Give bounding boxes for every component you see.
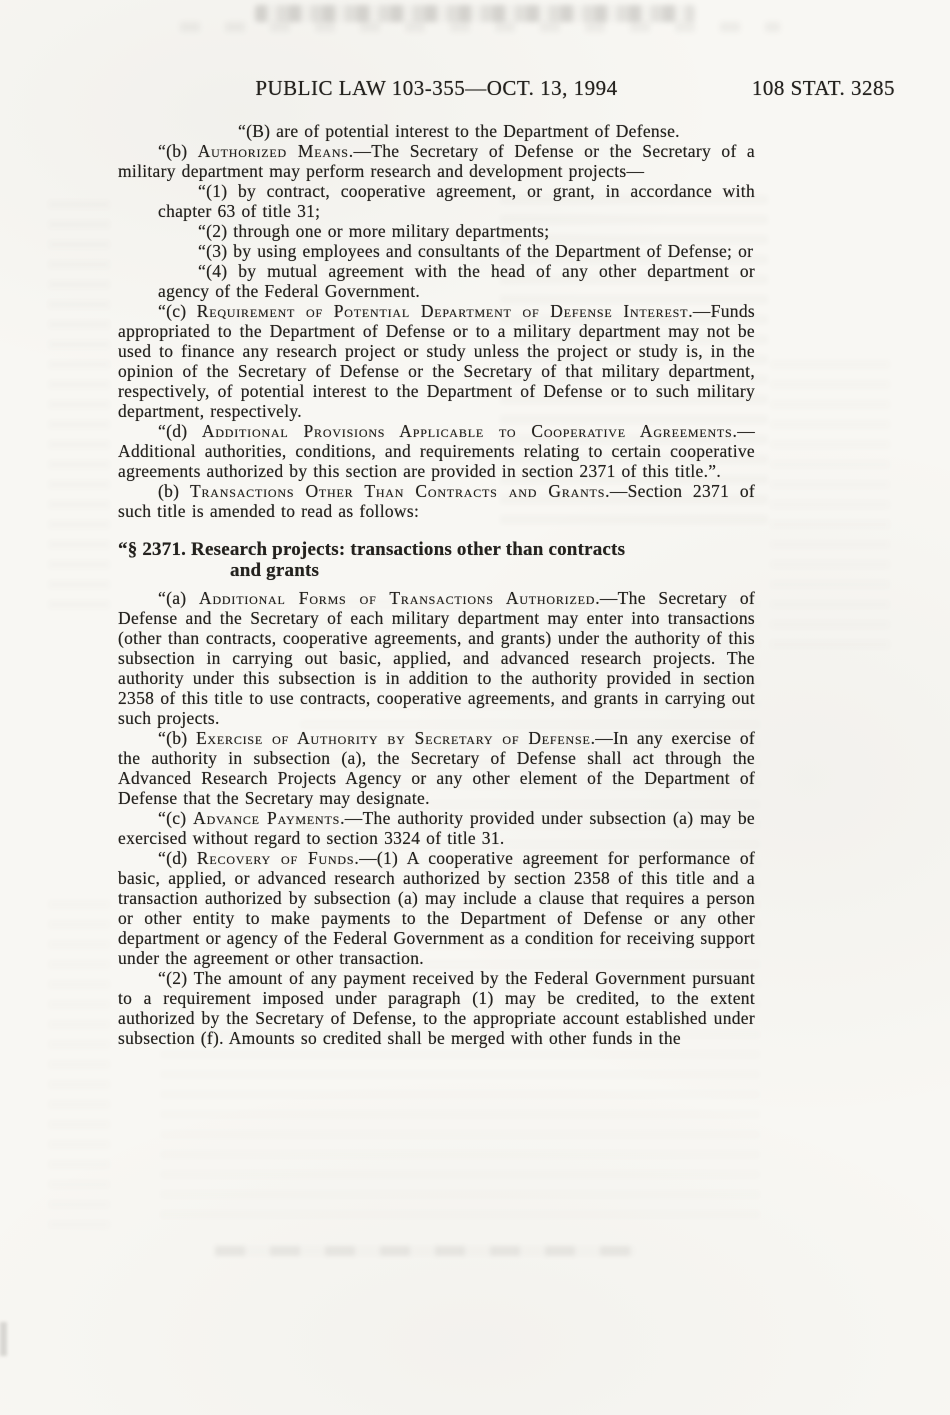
paragraph — [118, 968, 755, 1048]
paragraph — [118, 301, 755, 421]
paragraph — [118, 141, 755, 181]
paragraph — [118, 728, 755, 808]
text-run: “(d) — [158, 421, 202, 441]
text-run: “(1) by contract, cooperative agreement, or grant, in accordance with chapter 63 of title 31; — [158, 181, 755, 221]
paragraph — [118, 808, 755, 848]
text-run: “(B) are of potential interest to the Department of Defense. — [238, 121, 680, 141]
text-run: .—Additional authorities, conditions, and requirements relating to certain cooperative agreements authorized by this section are provided in section 2371 of this title.”. — [118, 421, 756, 481]
text-run: .—(1) A cooperative agreement for performance of basic, applied, or advanced research authorized by section 2358 of this title and a transaction authorized by subsection (a) may include a clause that requires a person or other entity to make payments to the Department of Defense or any other department or agency of the Federal Government as a condition for receiving support under the agreement or other transaction. — [118, 848, 756, 968]
text-run: “(a) — [158, 588, 200, 608]
page-header — [118, 76, 895, 106]
text-run: .—In any exercise of the authority in subsection (a), the Secretary of Defense shall act through the Advanced Research Projects Agency or any other element of the Department of Defense that the Secretary may designate. — [118, 728, 755, 808]
paragraph — [198, 121, 755, 141]
text-run: “(4) by mutual agreement with the head of any other department or agency of the Federal Government. — [158, 261, 755, 301]
small-caps-run: Additional Forms of Transactions Authorized — [199, 588, 596, 608]
bleed-through-ghost — [48, 200, 110, 620]
text-run: .—Funds appropriated to the Department of Defense or to a military department may not be used to finance any research project or study unless the project or study is, in the opinion of the Secretary of Defense or the Secretary of that military department, respectively, of potential interest to the Department of Defense or to such military department, respectively. — [118, 301, 755, 421]
text-run: “(c) — [158, 808, 194, 828]
bleed-through-ghost — [770, 360, 890, 660]
scan-smudge-bottom — [215, 1246, 635, 1256]
text-run: “(b) — [158, 728, 196, 748]
text-run: .—Section 2371 of such title is amended to read as follows: — [118, 481, 755, 521]
small-caps-run: Additional Provisions Applicable to Cooperative Agreements — [201, 421, 733, 441]
paragraph — [158, 261, 755, 301]
small-caps-run: Exercise of Authority by Secretary of Defense — [195, 728, 591, 748]
small-caps-run: Authorized Means — [197, 141, 349, 161]
text-run: .—The Secretary of Defense and the Secretary of each military department may enter into transactions (other than contracts, cooperative agreements, and grants) under the authority of this subsection in carrying out basic, applied, and advanced research projects. The authority under this subsection is in addition to the authority provided in section 2358 of this title to use contracts, cooperative agreements, and grants in carrying out such projects. — [118, 588, 756, 728]
paragraph — [158, 181, 755, 221]
bleed-through-ghost — [160, 1030, 760, 1230]
scan-edge-mark — [0, 1322, 7, 1356]
small-caps-run: Requirement of Potential Department of Defense Interest — [196, 301, 689, 321]
paragraph — [118, 848, 755, 968]
paragraph — [118, 421, 755, 481]
text-run: “(b) — [158, 141, 198, 161]
text-run: “(c) — [158, 301, 197, 321]
text-run: (b) — [158, 481, 190, 501]
section-heading-line: and grants — [230, 560, 320, 581]
paragraph — [118, 588, 755, 728]
text-run: .—The authority provided under subsection (a) may be exercised without regard to section 3324 of title 31. — [118, 808, 755, 848]
text-run: “(d) — [158, 848, 197, 868]
small-caps-run: Advance Payments — [193, 808, 341, 828]
bleed-through-ghost — [48, 900, 110, 1230]
header-stat-number: 108 STAT. 3285 — [751, 76, 895, 100]
text-run: .—The Secretary of Defense or the Secretary of a military department may perform research and development projects— — [118, 141, 755, 181]
small-caps-run: Recovery of Funds — [196, 848, 355, 868]
scan-smudge-top-secondary — [180, 22, 780, 32]
paragraph — [158, 241, 755, 261]
text-run: “(3) by using employees and consultants of the Department of Defense; or — [198, 241, 754, 261]
section-heading — [118, 539, 755, 581]
header-law-title: PUBLIC LAW 103-355—OCT. 13, 1994 — [255, 76, 618, 100]
paragraph — [158, 221, 755, 241]
paragraph — [118, 481, 755, 521]
body-text — [118, 121, 755, 1048]
scan-smudge-top — [255, 5, 695, 22]
text-run: “(2) through one or more military departments; — [198, 221, 550, 241]
text-run: “(2) The amount of any payment received by the Federal Government pursuant to a requirement imposed under paragraph (1) may be credited, to the extent authorized by the Secretary of Defense, to the appropriate account established under subsection (f). Amounts so credited shall be merged with other funds in the — [118, 968, 755, 1048]
section-heading-line: “§ 2371. Research projects: transactions other than contracts — [118, 539, 626, 560]
small-caps-run: Transactions Other Than Contracts and Grants — [190, 481, 606, 501]
